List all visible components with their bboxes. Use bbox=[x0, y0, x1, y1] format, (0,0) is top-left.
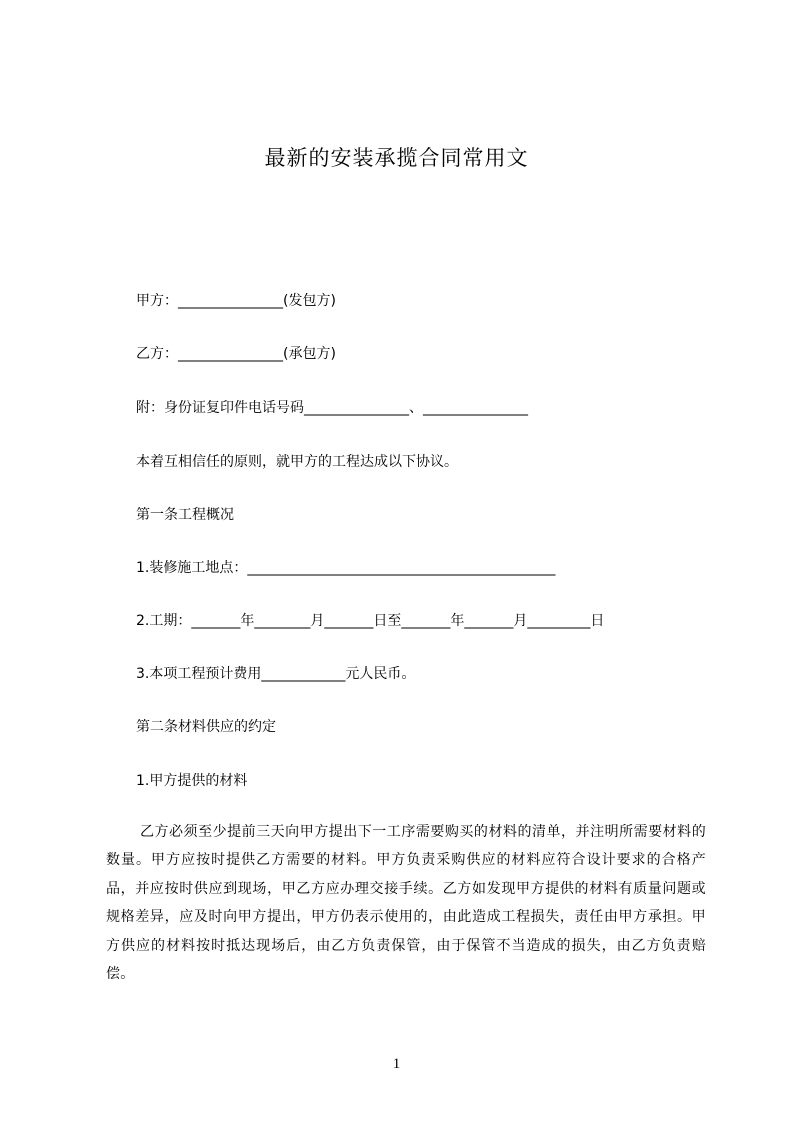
clause-2-duration: 2.工期：_______年________月_______日至_______年_______月_________日 bbox=[136, 613, 605, 629]
article-1-heading: 第一条工程概况 bbox=[136, 507, 234, 523]
party-b-line: 乙方：_______________(承包方) bbox=[136, 346, 336, 362]
subclause-1-heading: 1.甲方提供的材料 bbox=[136, 773, 248, 789]
document-title: 最新的安装承揽合同常用文 bbox=[264, 146, 529, 170]
article-2-heading: 第二条材料供应的约定 bbox=[136, 719, 276, 735]
preamble-line: 本着互相信任的原则，就甲方的工程达成以下协议。 bbox=[136, 454, 458, 470]
page-number: 1 bbox=[392, 1056, 401, 1072]
attachment-line: 附：身份证复印件电话号码_______________、_______________ bbox=[136, 400, 528, 416]
materials-paragraph: 乙方必须至少提前三天向甲方提出下一工序需要购买的材料的清单，并注明所需要材料的数量。甲方应按时提供乙方需要的材料。甲方负责采购供应的材料应符合设计要求的合格产品，并应按时供应到现场，甲乙方应办理交接手续。乙方如发现甲方提供的材料有质量问题或规格差异，应及时向甲方提出，甲方仍表示使用的，由此造成工程损失，责任由甲方承担。甲方供应的材料按时抵达现场后，由乙方负责保管，由于保管不当造成的损失，由乙方负责赔偿。 bbox=[106, 824, 706, 983]
party-a-line: 甲方：_______________(发包方) bbox=[136, 293, 336, 309]
clause-3-cost: 3.本项工程预计费用____________元人民币。 bbox=[136, 666, 416, 682]
clause-1-location: 1.装修施工地点：____________________________________________ bbox=[136, 560, 556, 576]
